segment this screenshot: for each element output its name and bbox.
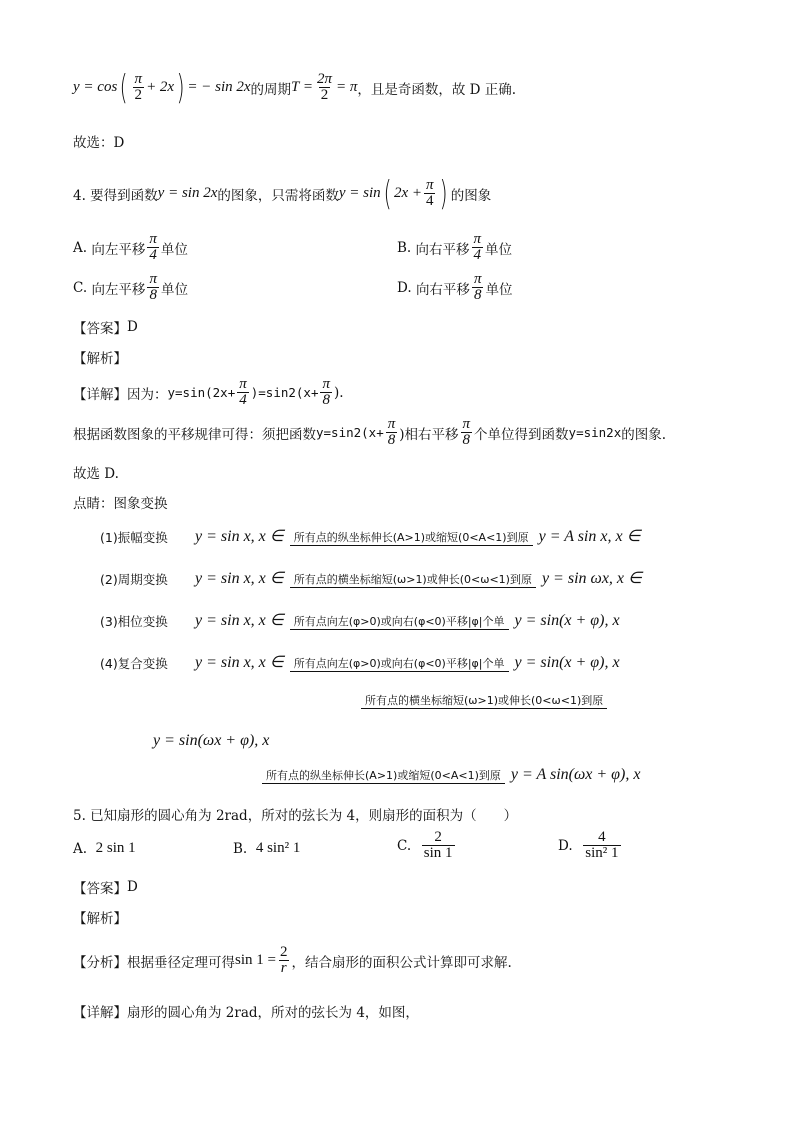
transform-row-4: (4)复合变换 y = sin x, x ∈ 所有点向左(φ>0)或向右(φ<0)平移|φ|个单 y = sin(x + φ), x bbox=[100, 654, 620, 671]
choose-d-1: 故选：D bbox=[73, 135, 125, 151]
paren-right: ) bbox=[176, 67, 185, 108]
q4-option-d: D. 向右平移 $\frac{\pi}{8}$ 单位 bbox=[397, 271, 513, 303]
q4-choose: 故选 D. bbox=[73, 466, 119, 482]
q5-detail: 【详解】 扇形的圆心角为 2rad，所对的弦长为 4，如图， bbox=[73, 1005, 419, 1021]
fraction-2pi-over-2: $\frac{2\pi}{2}$ bbox=[316, 71, 332, 103]
q4-option-a: A. 向左平移 $\frac{\pi}{4}$ 单位 bbox=[73, 231, 188, 263]
q5-option-d: D. $\frac{4}{\text{sin² 1}}$ bbox=[558, 829, 619, 861]
q4-detail: 【详解】 因为： y=sin(2x+ $\frac{\pi}{4}$ )=sin2(x+ $\frac{\pi}{8}$ ). bbox=[73, 376, 344, 408]
formula-eq-pi: = π bbox=[336, 79, 358, 95]
solution-line-period bbox=[73, 67, 517, 108]
text-period-label: 的周期 bbox=[250, 81, 292, 98]
transform-row-4-step3: 所有点的纵坐标伸长(A>1)或缩短(0<A<1)到原 y = A sin(ωx + φ), x bbox=[256, 766, 640, 784]
q4-inner: 2x + bbox=[393, 185, 422, 201]
formula-plus-2x: + 2x bbox=[146, 79, 175, 95]
q4-formula-2: y = sin bbox=[338, 185, 381, 201]
transform-row-3: (3)相位变换 y = sin x, x ∈ 所有点向左(φ>0)或向右(φ<0)平移|φ|个单 y = sin(x + φ), x bbox=[100, 612, 620, 629]
dianjing-heading: 点睛：图象变换 bbox=[73, 496, 168, 512]
q5-jiexi: 【解析】 bbox=[73, 911, 127, 927]
q5-option-c: C. $\frac{2}{\sin 1}$ bbox=[397, 829, 453, 861]
formula-neg-sin: = − sin 2x bbox=[187, 79, 251, 95]
q4-rule: 根据函数图象的平移规律可得：须把函数 y=sin2(x+ $\frac{\pi}{8}$ )相右平移 $\frac{\pi}{8}$ 个单位得到函数 y=sin2x 的图象. bbox=[73, 416, 667, 448]
q4-formula-1: y = sin 2x bbox=[157, 185, 218, 201]
q5-answer: 【答案】 D bbox=[73, 879, 138, 897]
q4-option-c: C. 向左平移 $\frac{\pi}{8}$ 单位 bbox=[73, 271, 188, 303]
fraction-pi-over-2: $\frac{\pi}{2}$ bbox=[134, 71, 143, 103]
q5-option-b: B. 4 sin² 1 bbox=[233, 840, 301, 857]
question-4-stem bbox=[73, 173, 492, 214]
text-conclusion: ，且是奇函数，故 D 正确. bbox=[357, 81, 517, 98]
question-5-stem: 5. 已知扇形的圆心角为 2rad，所对的弦长为 4，则扇形的面积为（ ） bbox=[73, 808, 518, 824]
transform-row-1: (1)振幅变换 y = sin x, x ∈ 所有点的纵坐标伸长(A>1)或缩短(0<A<1)到原 y = A sin x, x ∈ bbox=[100, 528, 641, 545]
q5-analysis: 【分析】 根据垂径定理可得 sin 1 = $\frac{2}{r}$ ，结合扇形的面积公式计算即可求解. bbox=[73, 944, 512, 976]
paren-right: ) bbox=[440, 173, 449, 214]
formula-y-cos: y = cos bbox=[73, 79, 118, 95]
q4-jiexi: 【解析】 bbox=[73, 351, 127, 367]
q4-answer: 【答案】 D bbox=[73, 319, 138, 337]
q5-option-a: A. 2 sin 1 bbox=[73, 840, 136, 857]
paren-left: ( bbox=[119, 67, 128, 108]
fraction-pi-over-4: $\frac{\pi}{4}$ bbox=[425, 177, 434, 209]
q4-text-b: 的图象，只需将函数 bbox=[217, 187, 339, 204]
formula-T: T = bbox=[291, 79, 313, 95]
q4-text-c: 的图象 bbox=[450, 187, 492, 204]
q4-text-a: 4. 要得到函数 bbox=[73, 187, 158, 204]
transform-row-4-step2: 所有点的横坐标缩短(ω>1)或伸长(0<ω<1)到原 bbox=[355, 694, 613, 709]
q4-option-b: B. 向右平移 $\frac{\pi}{4}$ 单位 bbox=[397, 231, 513, 263]
transform-row-2: (2)周期变换 y = sin x, x ∈ 所有点的横坐标缩短(ω>1)或伸长(0<ω<1)到原 y = sin ωx, x ∈ bbox=[100, 570, 642, 587]
transform-row-4-mid: y = sin(ωx + φ), x bbox=[153, 732, 270, 749]
paren-left: ( bbox=[383, 173, 392, 214]
